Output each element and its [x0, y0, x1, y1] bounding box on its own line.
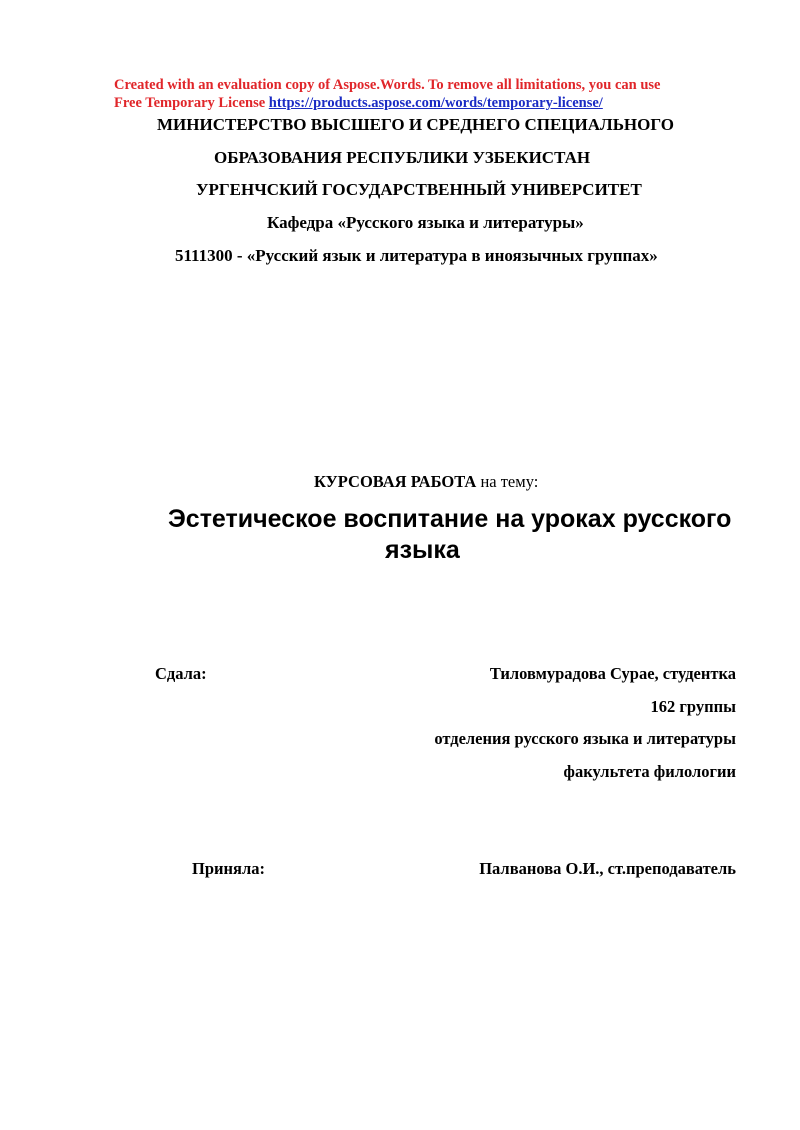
evaluation-notice-line2	[114, 95, 603, 112]
student-faculty: факультета филологии	[563, 762, 736, 781]
university-name: УРГЕНЧСКИЙ ГОСУДАРСТВЕННЫЙ УНИВЕРСИТЕТ	[196, 180, 642, 199]
work-title-line-2: языка	[385, 536, 460, 564]
work-type-suffix: на тему:	[476, 472, 539, 491]
student-department: отделения русского языка и литературы	[434, 729, 736, 748]
student-group: 162 группы	[650, 697, 736, 716]
ministry-line-2: ОБРАЗОВАНИЯ РЕСПУБЛИКИ УЗБЕКИСТАН	[214, 148, 591, 167]
department-name: Кафедра «Русского языка и литературы»	[267, 213, 584, 232]
evaluation-notice-line1: Created with an evaluation copy of Aspose.Words. To remove all limitations, you can use	[114, 77, 661, 93]
student-name: Тиловмурадова Сурае, студентка	[489, 664, 736, 683]
evaluation-notice-prefix: Free Temporary License	[114, 95, 269, 111]
submitted-label: Сдала:	[155, 664, 207, 683]
temporary-license-link[interactable]: https://products.aspose.com/words/temporary-license/	[268, 95, 603, 111]
work-type	[314, 472, 538, 492]
work-title-line-1: Эстетическое воспитание на уроках русского	[168, 505, 732, 533]
specialty-name: 5111300 - «Русский язык и литература в иноязычных группах»	[175, 246, 658, 265]
work-type-label: КУРСОВАЯ РАБОТА	[314, 472, 477, 491]
accepted-label: Приняла:	[192, 859, 265, 878]
ministry-line-1: МИНИСТЕРСТВО ВЫСШЕГО И СРЕДНЕГО СПЕЦИАЛЬНОГО	[157, 115, 674, 134]
supervisor-name: Палванова О.И., ст.преподаватель	[479, 859, 736, 878]
